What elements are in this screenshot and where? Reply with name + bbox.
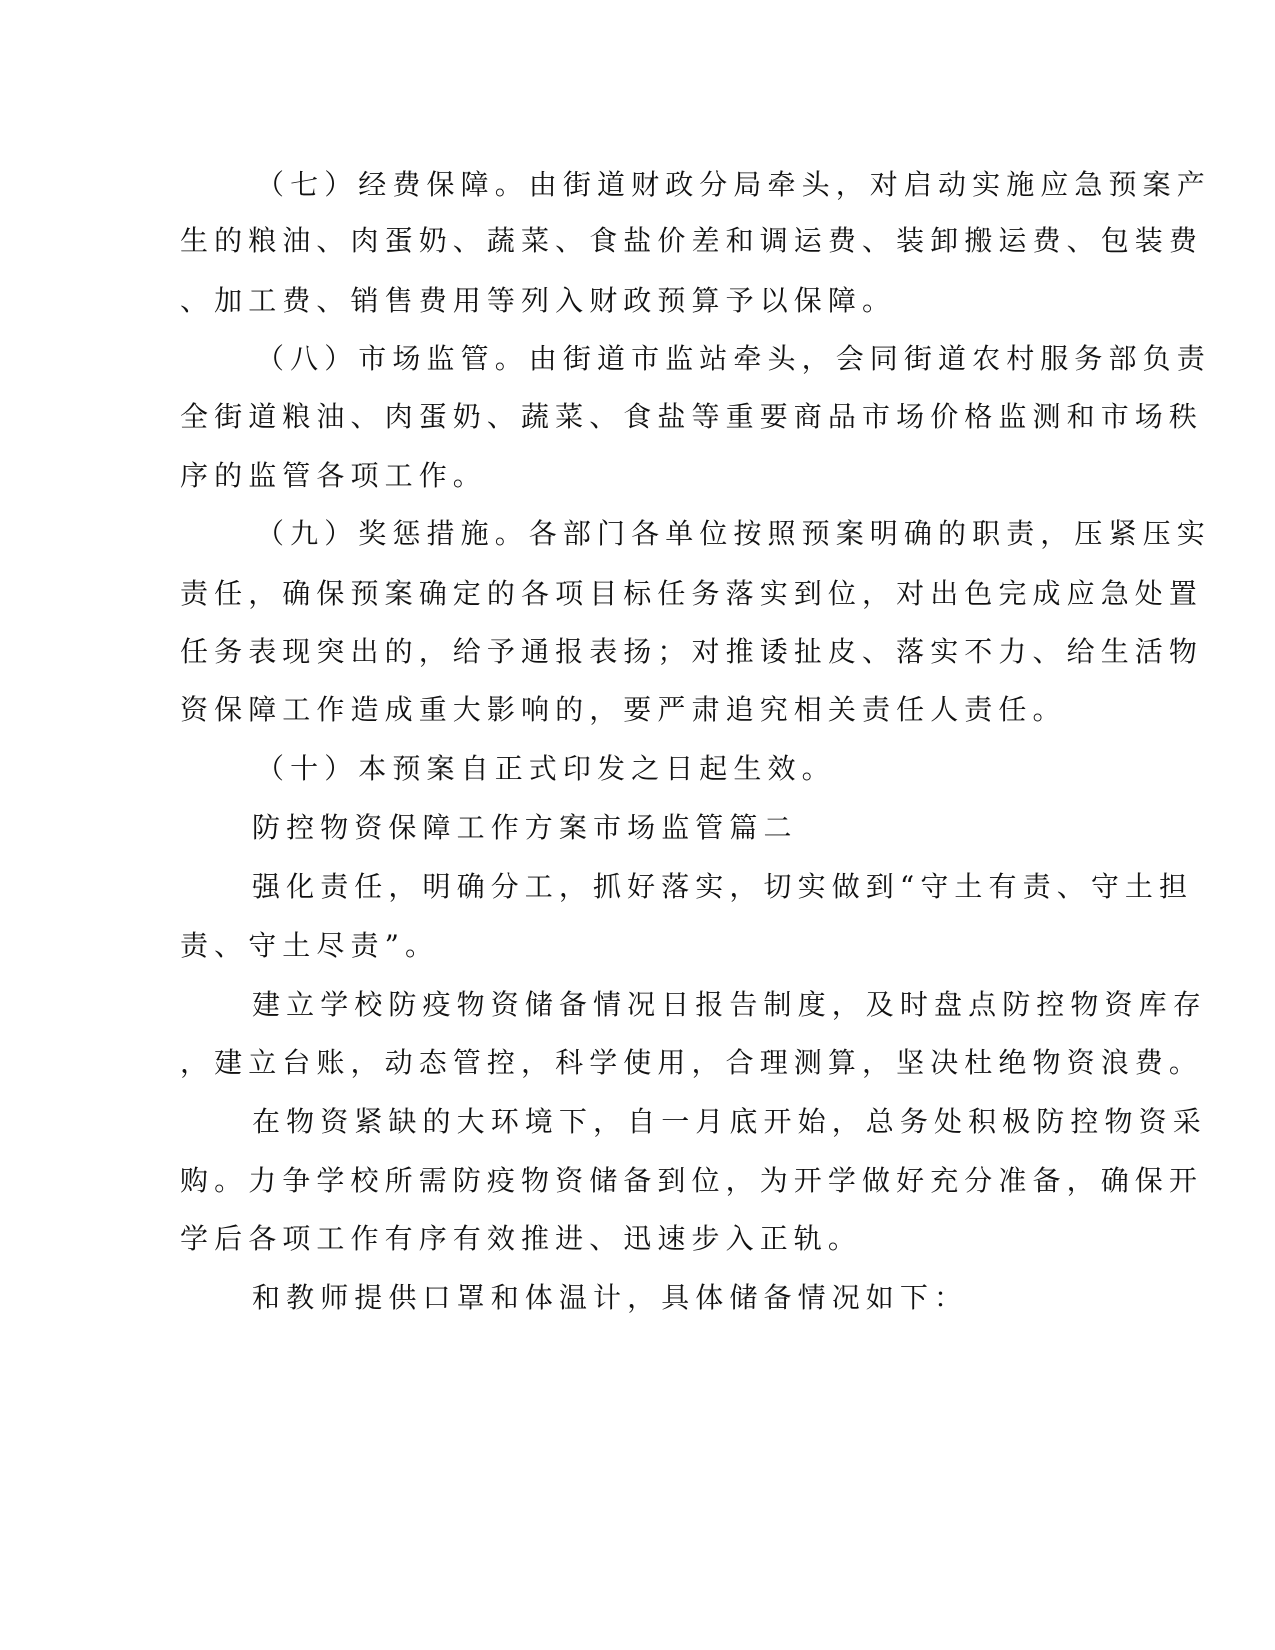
text-line: 购。力争学校所需防疫物资储备到位，为开学做好充分准备，确保开	[180, 1164, 1204, 1197]
text-line: 资保障工作造成重大影响的，要严肃追究相关责任人责任。	[180, 693, 1067, 726]
text-line: （八）市场监管。由街道市监站牵头，会同街道农村服务部负责	[256, 342, 1211, 375]
text-line: 建立学校防疫物资储备情况日报告制度，及时盘点防控物资库存	[252, 988, 1207, 1021]
text-line: 强化责任，明确分工，抓好落实，切实做到“守土有责、守土担	[252, 870, 1194, 903]
text-line: 任务表现突出的，给予通报表扬；对推诿扯皮、落实不力、给生活物	[180, 635, 1204, 668]
text-line: 责、守土尽责”。	[180, 929, 440, 962]
text-line: 全街道粮油、肉蛋奶、蔬菜、食盐等重要商品市场价格监测和市场秩	[180, 400, 1204, 433]
text-line: （九）奖惩措施。各部门各单位按照预案明确的职责，压紧压实	[256, 517, 1211, 550]
section-heading: 防控物资保障工作方案市场监管篇二	[252, 811, 798, 844]
text-line: 在物资紧缺的大环境下，自一月底开始，总务处积极防控物资采	[252, 1105, 1207, 1138]
text-line: （十）本预案自正式印发之日起生效。	[256, 752, 836, 785]
text-line: 责任，确保预案确定的各项目标任务落实到位，对出色完成应急处置	[180, 577, 1204, 610]
text-line: 学后各项工作有序有效推进、迅速步入正轨。	[180, 1222, 863, 1255]
text-line: （七）经费保障。由街道财政分局牵头，对启动实施应急预案产	[256, 168, 1211, 201]
text-line: 序的监管各项工作。	[180, 459, 487, 492]
text-line: 生的粮油、肉蛋奶、蔬菜、食盐价差和调运费、装卸搬运费、包装费	[180, 224, 1204, 257]
text-line: 和教师提供口罩和体温计，具体储备情况如下：	[252, 1281, 969, 1314]
text-line: ，建立台账，动态管控，科学使用，合理测算，坚决杜绝物资浪费。	[180, 1046, 1204, 1079]
text-line: 、加工费、销售费用等列入财政预算予以保障。	[180, 284, 897, 317]
